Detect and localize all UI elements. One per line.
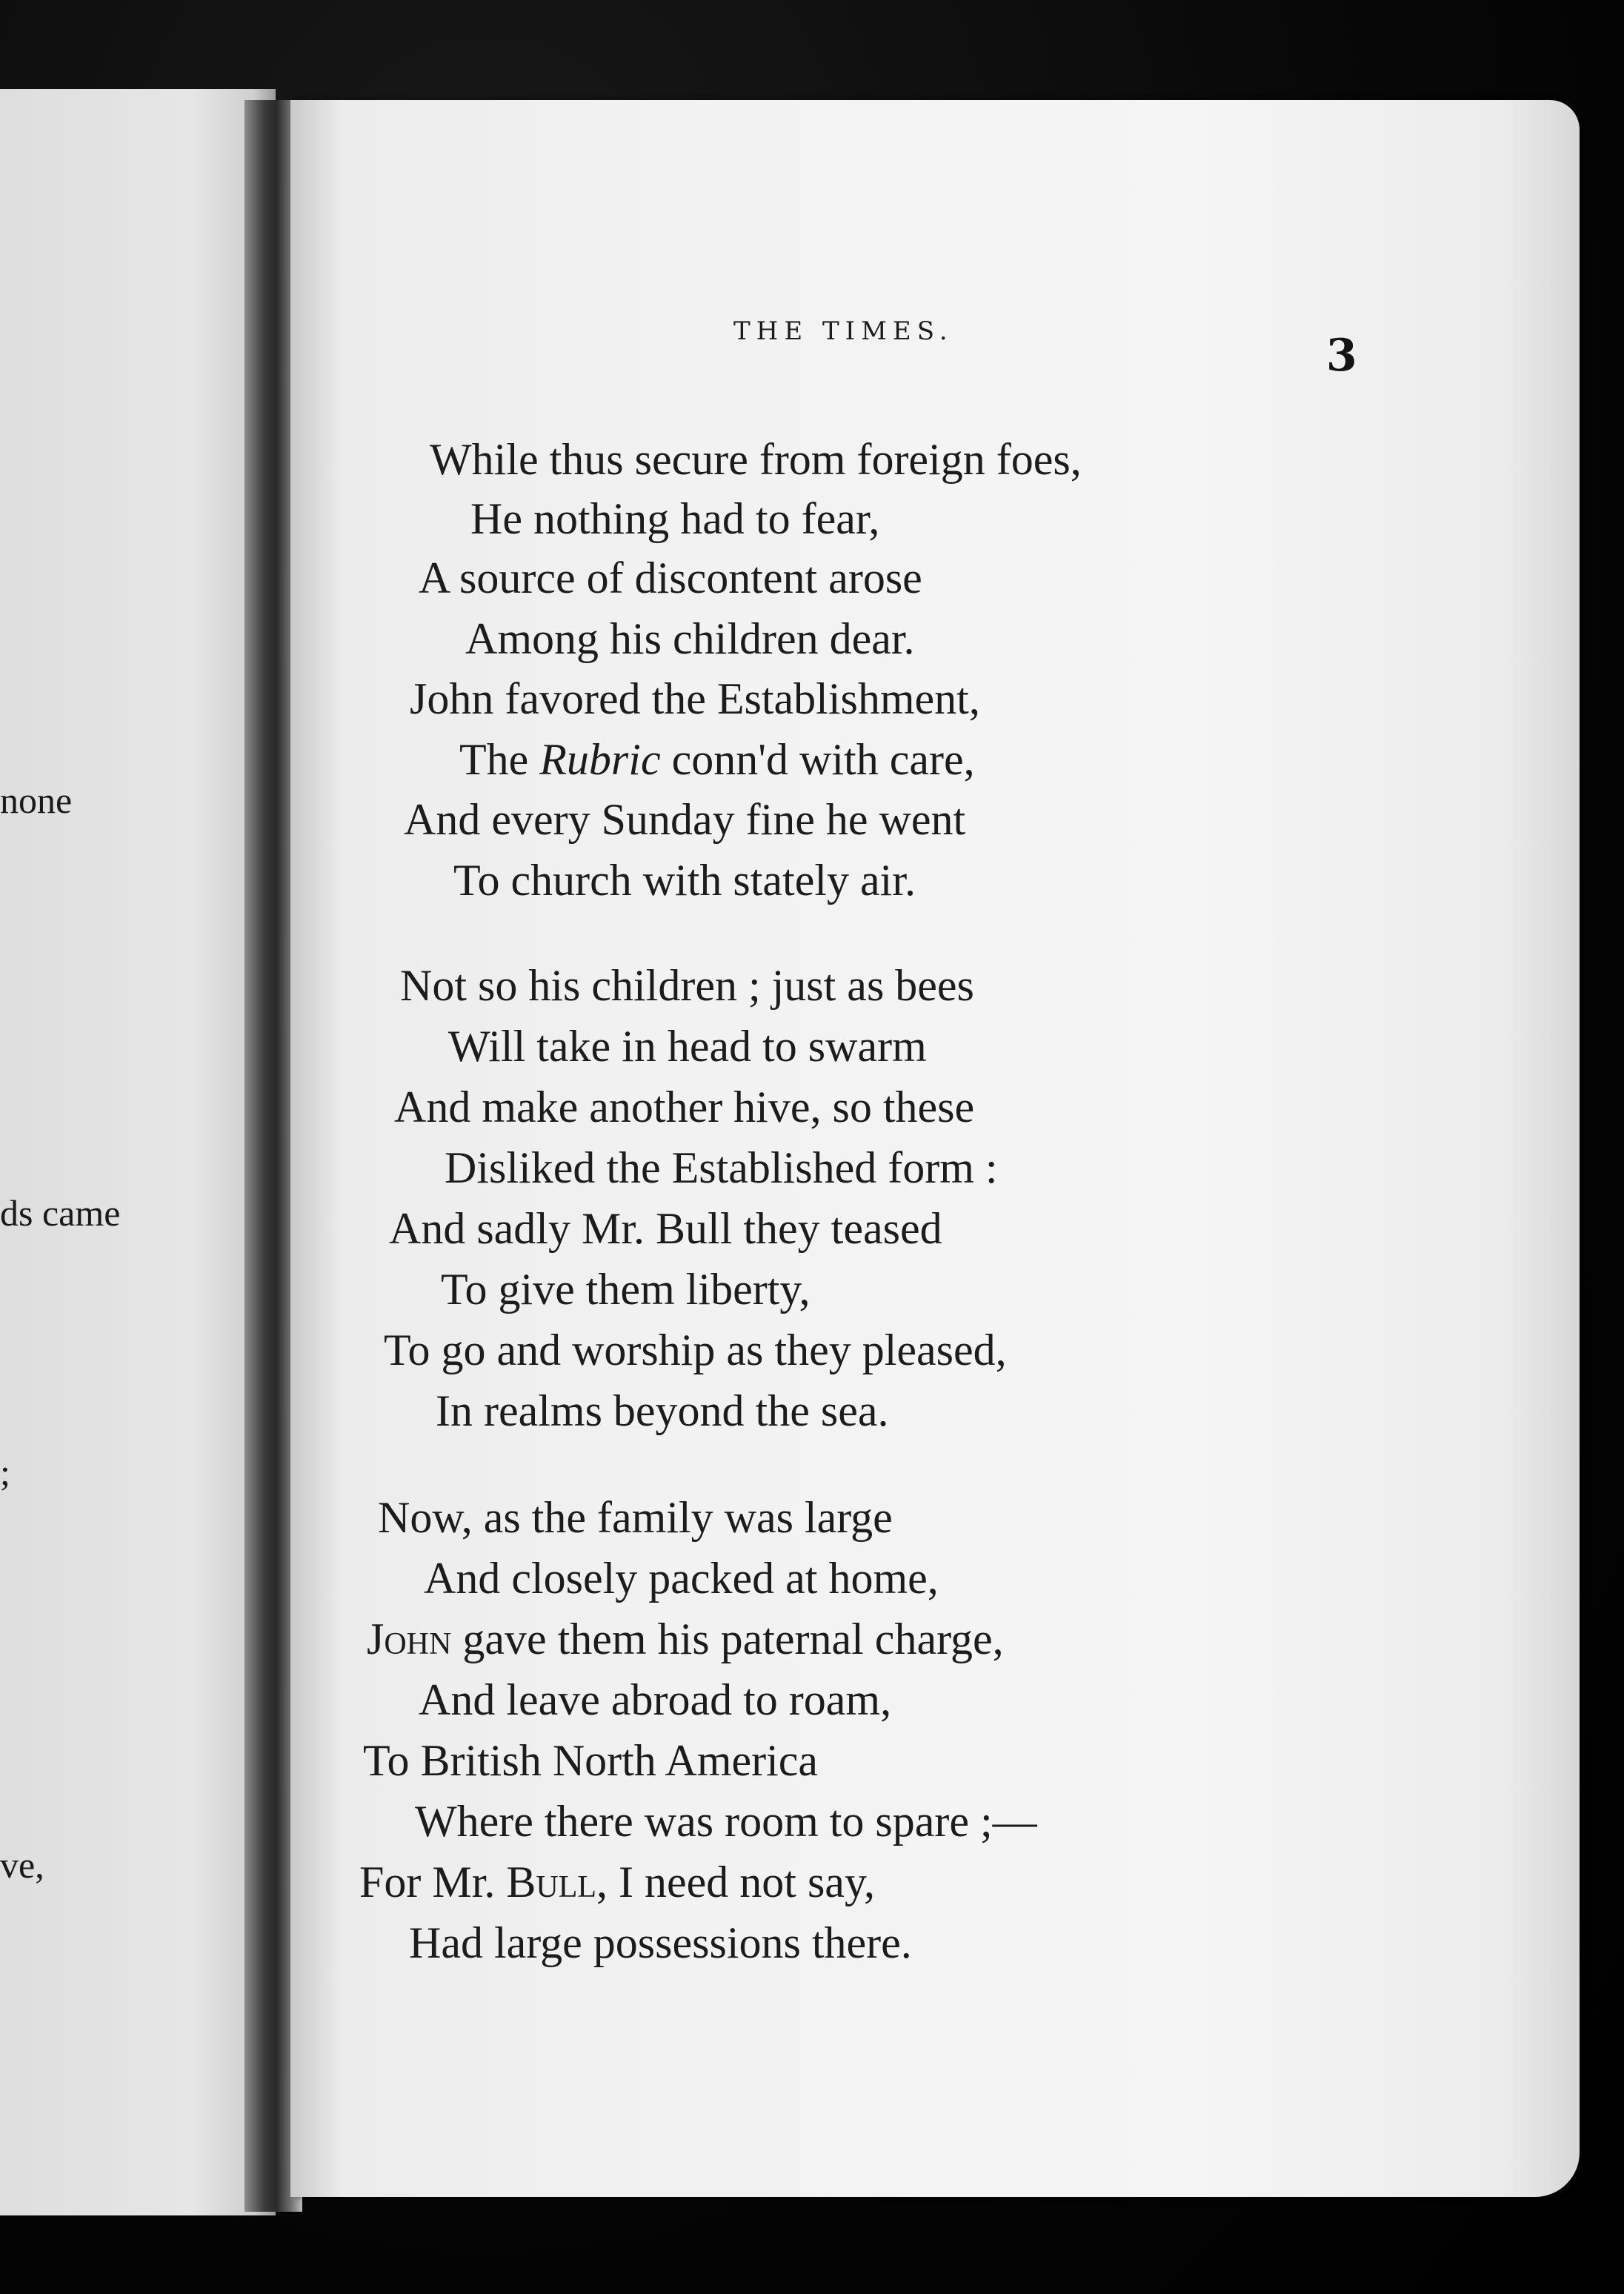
verse-line: A source of discontent arose [419,553,922,602]
verse-line: Now, as the family was large [378,1493,893,1542]
left-page-fragment: ve, [0,1844,44,1886]
left-page-fragment: ds came [0,1192,121,1234]
verse-text: gave them his paternal charge, [451,1615,1004,1663]
verse-line: To church with stately air. [453,856,916,905]
verse-line: And make another hive, so these [394,1083,975,1131]
verse-line: And every Sunday fine he went [404,795,966,844]
verse-line: Had large possessions there. [409,1918,912,1967]
verse-text: For Mr. [359,1858,507,1906]
verse-line: While thus secure from foreign foes, [430,435,1082,484]
verse-line [367,1617,1004,1661]
verse-line [459,737,975,782]
verse-text: The [459,735,540,784]
small-caps-name: John [367,1615,452,1663]
verse-line [359,1860,875,1904]
verse-text: , I need not say, [596,1858,876,1906]
verse-text: conn'd with care, [660,735,975,784]
verse-line: Among his children dear. [465,614,915,663]
verse-line: To go and worship as they pleased, [384,1326,1007,1374]
verse-line: Not so his children ; just as bees [400,961,974,1010]
verse-line: Disliked the Established form : [445,1143,998,1192]
verse-line: To British North America [363,1736,819,1785]
running-head: THE TIMES. [733,316,954,346]
left-page [0,89,276,2215]
verse-line: John favored the Establishment, [410,674,980,723]
page-number: 3 [1326,330,1357,382]
left-page-fragment: none [0,779,73,821]
left-page-fragment: ; [0,1452,10,1493]
verse-line: Where there was room to spare ;— [415,1797,1037,1846]
verse-line: And leave abroad to roam, [419,1675,892,1724]
verse-line: And sadly Mr. Bull they teased [389,1204,942,1253]
italic-word: Rubric [539,735,661,784]
verse-line: He nothing had to fear, [470,494,880,543]
verse-line: In realms beyond the sea. [436,1386,889,1435]
verse-line: To give them liberty, [441,1265,811,1314]
small-caps-name: Bull [506,1858,597,1906]
verse-line: And closely packed at home, [424,1554,939,1603]
verse-line: Will take in head to swarm [448,1022,927,1071]
